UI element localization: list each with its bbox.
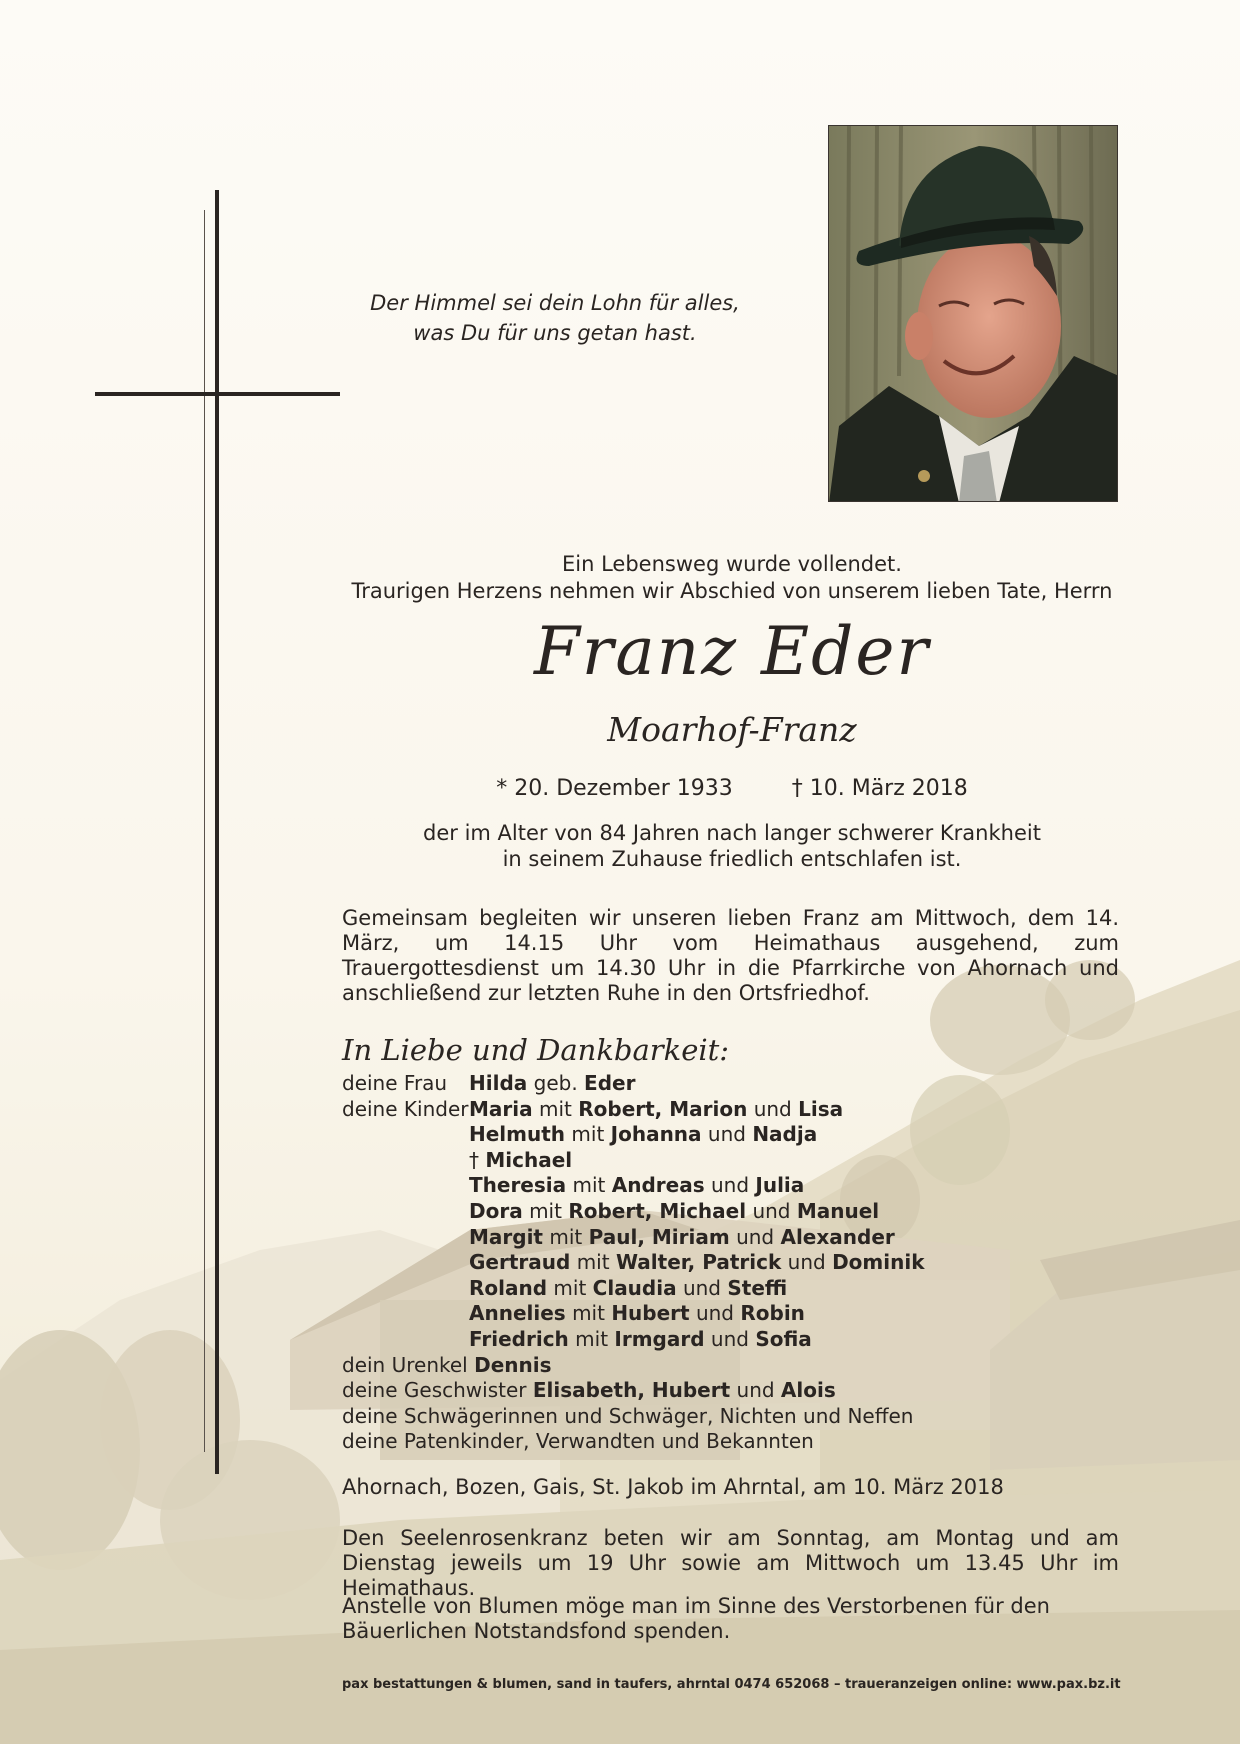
connector: mit [549,1224,583,1249]
family-row-child [342,1148,913,1174]
relatives: Sofia [755,1326,812,1351]
family-row-inlaws [342,1404,913,1430]
rosary-paragraph: Den Seelenrosenkranz beten wir am Sonntag, am Montag und am Dienstag jeweils um 19 Uhr sowie am Mittwoch um 13.45 Uhr im Heimathaus. [342,1526,1119,1600]
family-row-child [342,1199,913,1225]
birth-date: * 20. Dezember 1933 [496,776,733,801]
relatives: Nadja [752,1122,818,1147]
age-text [342,820,1122,872]
deceased-cross-icon: † [469,1147,479,1172]
connector: mit [572,1301,605,1326]
godchildren-text: deine Patenkinder, Verwandten und Bekannten [342,1429,814,1454]
family-row-child [342,1225,913,1251]
cross-vertical-line [204,210,205,1452]
age-line-1: der im Alter von 84 Jahren nach langer schwerer Krankheit [423,821,1041,845]
family-row-child [342,1250,925,1276]
relatives: Steffi [727,1275,788,1300]
motto [360,288,750,348]
connector: mit [576,1250,610,1275]
intro-text [342,551,1122,605]
relatives: Andreas [611,1173,705,1198]
family-row-child [342,1327,913,1353]
connector: und [753,1096,792,1121]
child-name: Gertraud [469,1250,571,1275]
sibling-names: Elisabeth, Hubert [532,1378,731,1403]
family-row-child [342,1097,913,1123]
family-list [342,1071,925,1455]
family-row-greatgrandson [342,1353,913,1379]
places-date: Ahornach, Bozen, Gais, St. Jakob im Ahrntal, am 10. März 2018 [342,1475,1004,1499]
family-row-child [342,1301,913,1327]
footer-imprint: pax bestattungen & blumen, sand in taufers, ahrntal 0474 652068 – traueranzeigen online: www.pax.bz.it [342,1677,1121,1692]
family-row-wife [342,1071,913,1097]
child-name: Roland [469,1275,548,1300]
life-dates [342,774,1122,804]
connector: und [682,1275,721,1300]
connector: und [707,1122,746,1147]
relatives: Lisa [798,1096,844,1121]
relatives: Alexander [780,1224,895,1249]
family-row-child [342,1276,913,1302]
relatives: Paul, Miriam [588,1224,730,1249]
connector: und [752,1198,791,1223]
age-line-2: in seinem Zuhause friedlich entschlafen ist. [502,847,962,871]
family-label: deine Geschwister [342,1378,527,1403]
child-name: Dora [469,1198,523,1223]
wife-name: Hilda [469,1071,528,1095]
thanks-heading: In Liebe und Dankbarkeit: [342,1033,730,1067]
geb-text: geb. [533,1071,578,1095]
connector: und [736,1224,775,1249]
child-name: Margit [469,1224,543,1249]
family-row-child [342,1122,913,1148]
child-name: Annelies [469,1301,566,1326]
relatives: Robert, Michael [568,1198,747,1223]
child-name: Theresia [469,1173,567,1198]
portrait-photo [828,125,1118,502]
child-name: Helmuth [469,1122,566,1147]
family-row-siblings [342,1378,913,1404]
relatives: Robert, Marion [578,1096,748,1121]
connector: mit [572,1173,606,1198]
greatgrandson-name: Dennis [474,1352,552,1377]
sibling-names: Alois [780,1378,836,1403]
connector: mit [571,1122,605,1147]
connector: mit [553,1275,587,1300]
relatives: Walter, Patrick [615,1250,782,1275]
relatives: Robin [740,1301,805,1326]
connector: mit [529,1198,562,1223]
flowers-paragraph: Anstelle von Blumen möge man im Sinne des Verstorbenen für den Bäuerlichen Notstandsfond spenden. [342,1594,1050,1643]
cross-horizontal-bar [95,392,340,396]
connector: und [695,1301,734,1326]
deceased-name: Franz Eder [534,613,930,690]
connector: und [710,1173,750,1198]
inlaws-text: deine Schwägerinnen und Schwäger, Nichten und Neffen [342,1403,914,1428]
connector: und [736,1378,775,1403]
relatives: Irmgard [614,1326,705,1351]
family-label: deine Kinder [342,1096,469,1121]
relatives: Claudia [592,1275,677,1300]
connector: und [787,1250,826,1275]
relatives: Manuel [796,1198,880,1223]
family-row-godchildren [342,1429,913,1455]
cross-vertical-bar [215,190,219,1474]
connector: und [710,1326,749,1351]
deceased-nickname: Moarhof-Franz [607,710,857,749]
child-name: Maria [469,1096,533,1121]
child-name: Friedrich [469,1326,569,1351]
relatives: Dominik [832,1250,925,1275]
relatives: Julia [755,1173,805,1198]
intro-line-2: Traurigen Herzens nehmen wir Abschied von unserem lieben Tate, Herrn [351,579,1113,603]
family-label: deine Frau [342,1071,448,1095]
family-label: dein Urenkel [342,1352,468,1377]
connector: mit [575,1326,609,1351]
intro-line-1: Ein Lebensweg wurde vollendet. [562,552,902,576]
motto-line-2: was Du für uns getan hast. [413,321,697,345]
death-date: † 10. März 2018 [791,776,968,801]
funeral-paragraph: Gemeinsam begleiten wir unseren lieben Franz am Mittwoch, dem 14. März, um 14.15 Uhr vom Heimathaus ausgehend, zum Trauergottesdienst um 14.30 Uhr in die Pfarrkirche von Ahornach und anschließend zur letzten Ruhe in den Ortsfriedhof. [342,906,1119,1005]
connector: mit [538,1096,572,1121]
family-row-child [342,1173,913,1199]
child-name: Michael [485,1147,573,1172]
motto-line-1: Der Himmel sei dein Lohn für alles, [370,291,740,315]
relatives: Johanna [610,1122,702,1147]
relatives: Hubert [611,1301,690,1326]
wife-maiden-name: Eder [584,1071,636,1095]
